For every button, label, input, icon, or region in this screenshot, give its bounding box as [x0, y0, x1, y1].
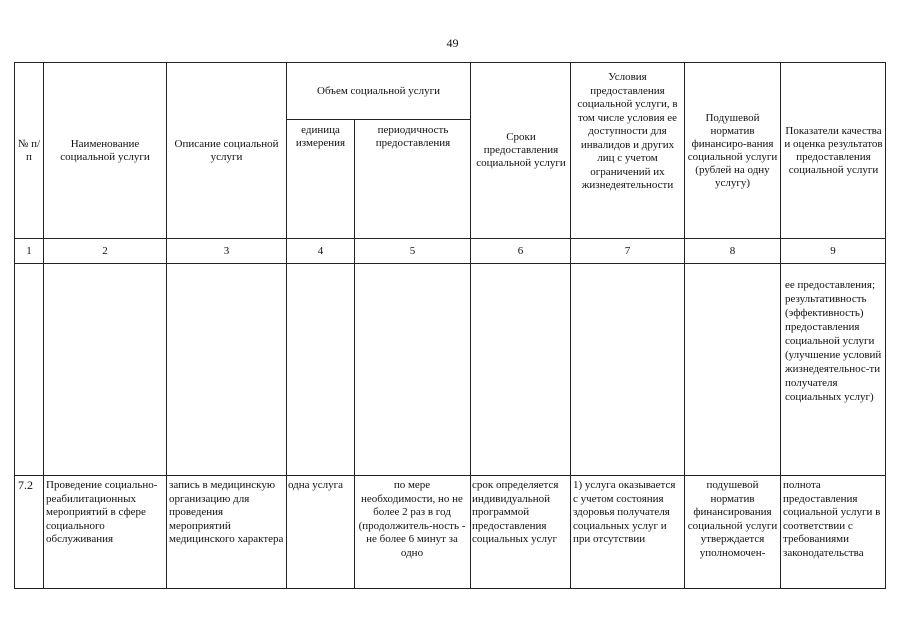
column-number: 4: [317, 244, 324, 257]
column-number: 8: [729, 244, 736, 257]
page-number: 49: [446, 36, 459, 50]
row-quality: полнота предоставления социальной услуги в соответствии с требованиями законодательства: [783, 479, 881, 559]
header-name: Наименование социальной услуги: [60, 137, 150, 163]
header-unit: единица измерения: [295, 124, 346, 149]
header-description: Описание социальной услуги: [174, 137, 279, 163]
column-number: 5: [409, 244, 416, 257]
row-number: 7.2: [18, 478, 33, 492]
column-number: 9: [830, 244, 836, 257]
header-quality: Показатели качества и оценка результатов предоставления социальной услуги: [784, 124, 883, 176]
header-num: № п/п: [17, 137, 41, 163]
continuation-quality: ее предоставления; результативность (эффективность) предоставления социальной услуги (улучшение условий жизнедеятельнос-ти получателя социальных услуг): [785, 279, 882, 403]
row-periodicity: по мере необходимости, но не более 2 раз в год (продолжитель-ность - не более 6 минут за одно: [358, 479, 466, 559]
header-conditions: Условия предоставления социальной услуги, в том числе условия ее доступности для инвалидов и других лиц с учетом ограничений их жизнедеятельности: [577, 71, 678, 191]
row-norm: подушевой норматив финансирования социальной услуги утверждается уполномочен-: [687, 479, 778, 559]
column-number: 3: [223, 244, 230, 257]
column-number: 1: [26, 244, 32, 257]
column-number: 6: [517, 244, 524, 257]
row-terms: срок определяется индивидуальной программой предоставления социальных услуг: [472, 479, 559, 545]
column-number: 2: [102, 244, 108, 257]
row-description: запись в медицинскую организацию для проведения мероприятий медицинского характера: [169, 479, 284, 545]
column-number: 7: [624, 244, 631, 257]
row-conditions: 1) услуга оказывается с учетом состояния здоровья получателя социальных услуг и при отсутствии: [573, 479, 676, 545]
header-volume-group: Объем социальной услуги: [317, 84, 440, 97]
row-unit: одна услуга: [288, 479, 344, 491]
header-terms: Сроки предоставления социальной услуги: [476, 131, 566, 169]
header-periodicity: периодичность предоставления: [375, 124, 451, 149]
header-norm: Подушевой норматив финансиро-вания социальной услуги (рублей на одну услугу): [687, 111, 778, 189]
row-name: Проведение социально-реабилитационных мероприятий в сфере социального обслуживания: [46, 479, 158, 545]
